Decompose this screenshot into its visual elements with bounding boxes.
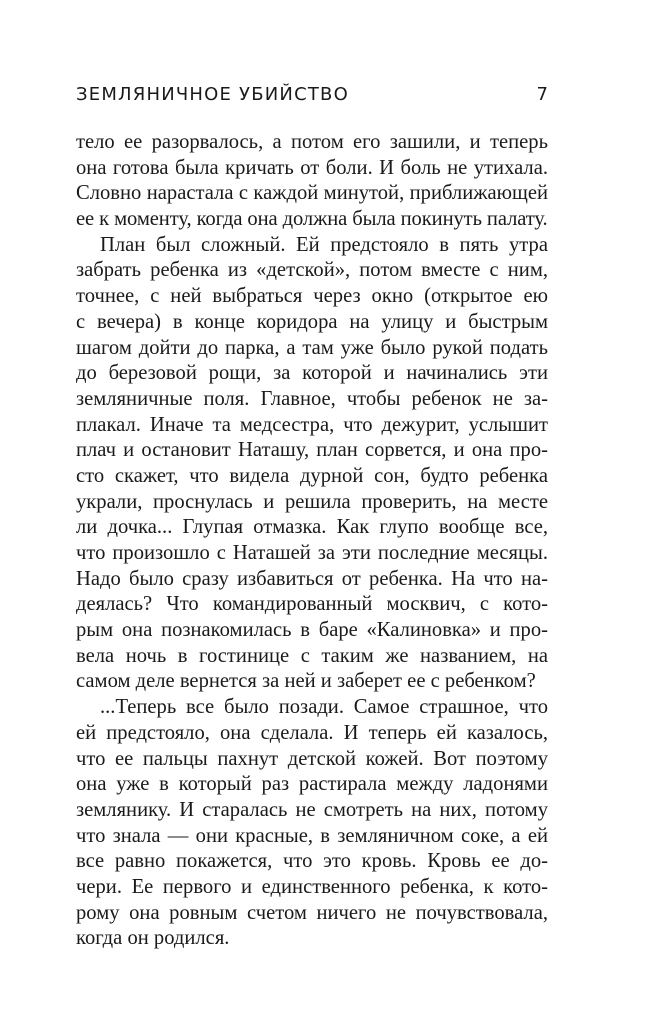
text-line: рому она ровным счетом ничего не почувствовала,: [76, 901, 548, 924]
running-head-title: ЗЕМЛЯНИЧНОЕ УБИЙСТВО: [76, 84, 349, 105]
text-line: ей предстояло, она сделала. И теперь ей казалось,: [76, 721, 548, 744]
text-line: чери. Ее первого и единственного ребенка, к кото-: [76, 875, 548, 898]
text-line: все равно покажется, что это кровь. Кровь ее до-: [76, 850, 548, 873]
text-line: землянику. И старалась не смотреть на них, потому: [76, 798, 548, 821]
paragraph: [76, 130, 548, 233]
text-line: ...Теперь все было позади. Самое страшное, что: [100, 696, 548, 719]
text-line: сто скажет, что видела дурной сон, будто ребенка: [76, 464, 548, 487]
text-line: Надо было сразу избавиться от ребенка. На что на-: [76, 567, 548, 590]
book-page: [76, 0, 548, 1034]
text-line: самом деле вернется за ней и заберет ее с ребенком?: [76, 670, 536, 693]
paragraph: [76, 695, 548, 952]
text-line: она уже в который раз растирала между ладонями: [76, 773, 548, 796]
text-line: ли дочка... Глупая отмазка. Как глупо вообще все,: [76, 516, 548, 539]
text-line: она готова была кричать от боли. И боль не утихала.: [76, 156, 548, 179]
text-line: что знала — они красные, в земляничном соке, а ей: [76, 824, 548, 847]
text-line: рым она познакомилась в баре «Калиновка» и про-: [76, 619, 548, 642]
text-line: что ее пальцы пахнут детской кожей. Вот поэтому: [76, 747, 548, 770]
text-line: что произошло с Наташей за эти последние месяцы.: [76, 542, 548, 564]
text-line: до березовой рощи, за которой и начинались эти: [76, 362, 548, 385]
text-line: тело ее разорвалось, а потом его зашили, и теперь: [76, 131, 548, 153]
text-line: плач и остановит Наташу, план сорвется, и она про-: [76, 439, 548, 462]
text-line: с вечера) в конце коридора на улицу и быстрым: [76, 310, 548, 333]
paragraph: [76, 233, 548, 695]
page-number: 7: [536, 84, 548, 105]
body-text: [76, 130, 548, 952]
text-line: плакал. Иначе та медсестра, что дежурит, услышит: [76, 413, 548, 436]
text-line: земляничные поля. Главное, чтобы ребенок не за-: [76, 387, 548, 410]
text-line: План был сложный. Ей предстояло в пять утра: [100, 233, 548, 256]
text-line: деялась? Что командированный москвич, с кото-: [76, 593, 548, 616]
text-line: забрать ребенка из «детской», потом вместе с ним,: [76, 259, 548, 282]
text-line: точнее, с ней выбраться через окно (открытое ею: [76, 285, 548, 308]
text-line: когда он родился.: [76, 927, 230, 950]
text-line: ее к моменту, когда она должна была покинуть палату.: [76, 208, 548, 231]
text-line: вела ночь в гостинице с таким же названием, на: [76, 644, 548, 667]
text-line: шагом дойти до парка, а там уже было рукой подать: [76, 336, 548, 359]
text-line: Словно нарастала с каждой минутой, приближающей: [76, 182, 548, 205]
text-line: украли, проснулась и решила проверить, на месте: [76, 490, 548, 513]
running-head: [76, 84, 548, 110]
